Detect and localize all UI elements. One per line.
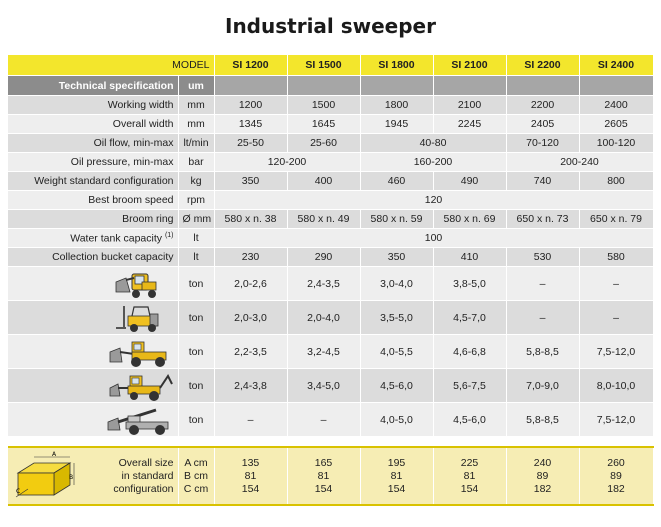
cell: 25-50 (214, 134, 287, 153)
cell: 3,0-4,0 (360, 267, 433, 301)
row-oil-pressure (8, 153, 653, 172)
cell: 5,8-8,5 (506, 335, 579, 369)
cell: 490 (433, 172, 506, 191)
tech-blank (506, 76, 579, 96)
row-unit: ton (178, 301, 214, 335)
cell: 1800 (360, 96, 433, 115)
cell: 4,5-6,0 (433, 403, 506, 437)
cell: 2605 (579, 115, 653, 134)
tech-blank (287, 76, 360, 96)
cell: 4,5-7,0 (433, 301, 506, 335)
cell: 580 x n. 49 (287, 210, 360, 229)
cell: 2245 (433, 115, 506, 134)
size-cell (214, 447, 287, 505)
dimension-box-icon (14, 451, 76, 501)
size-label-line: Overall size (118, 456, 174, 469)
water-tank-label: Water tank capacity (70, 232, 163, 245)
cell: 3,8-5,0 (433, 267, 506, 301)
cell: 120 (214, 191, 653, 210)
model-si1200: SI 1200 (214, 55, 287, 76)
cell: 100 (214, 229, 653, 248)
row-overall-size (8, 447, 653, 505)
row-forklift (8, 301, 653, 335)
cell: 800 (579, 172, 653, 191)
cell: 2,0-4,0 (287, 301, 360, 335)
size-cell (579, 447, 653, 505)
size-value: 165 (314, 456, 333, 469)
row-unit: rpm (178, 191, 214, 210)
size-value: 182 (607, 482, 625, 495)
cell: 160-200 (360, 153, 506, 172)
cell: 2100 (433, 96, 506, 115)
row-unit: Ø mm (178, 210, 214, 229)
size-value: 81 (463, 469, 476, 482)
row-backhoe-loader (8, 369, 653, 403)
cell: 1200 (214, 96, 287, 115)
cell: 650 x n. 73 (506, 210, 579, 229)
tech-spec-header-row (8, 76, 653, 96)
row-broom-ring (8, 210, 653, 229)
row-telehandler (8, 403, 653, 437)
size-cell (433, 447, 506, 505)
cell: 5,8-8,5 (506, 403, 579, 437)
size-cell (287, 447, 360, 505)
size-label-line: in standard (121, 469, 174, 482)
cell: 40-80 (360, 134, 506, 153)
cell: – (214, 403, 287, 437)
row-label: Best broom speed (8, 191, 178, 210)
row-unit: kg (178, 172, 214, 191)
row-unit: ton (178, 267, 214, 301)
row-water-tank (8, 229, 653, 248)
size-value: 154 (314, 482, 333, 495)
machine-cell (8, 267, 178, 301)
cell: 2,2-3,5 (214, 335, 287, 369)
cell: 2200 (506, 96, 579, 115)
size-value: 81 (390, 469, 403, 482)
forklift-icon (112, 302, 172, 334)
cell: 2400 (579, 96, 653, 115)
cell: 4,0-5,0 (360, 403, 433, 437)
size-value: 89 (610, 469, 622, 482)
cell: 230 (214, 248, 287, 267)
cell: 25-60 (287, 134, 360, 153)
row-wheel-loader (8, 335, 653, 369)
row-unit: ton (178, 335, 214, 369)
cell: 1345 (214, 115, 287, 134)
row-label: Broom ring (8, 210, 178, 229)
cell: 350 (360, 248, 433, 267)
telehandler-icon (106, 404, 176, 436)
cell: 200-240 (506, 153, 653, 172)
size-unit: A cm (184, 456, 208, 469)
page-title: Industrial sweeper (225, 14, 436, 38)
cell: 410 (433, 248, 506, 267)
cell: 460 (360, 172, 433, 191)
cell: 580 x n. 38 (214, 210, 287, 229)
box-letter-c: C (16, 488, 21, 495)
model-si2100: SI 2100 (433, 55, 506, 76)
cell: 70-120 (506, 134, 579, 153)
size-value: 182 (533, 482, 552, 495)
cell: 4,0-5,5 (360, 335, 433, 369)
size-value: 81 (317, 469, 330, 482)
row-broom-speed (8, 191, 653, 210)
row-label: Overall width (8, 115, 178, 134)
cell: 8,0-10,0 (579, 369, 653, 403)
row-overall-width (8, 115, 653, 134)
tech-blank (433, 76, 506, 96)
row-unit: ton (178, 403, 214, 437)
row-unit: lt/min (178, 134, 214, 153)
size-label-cell (8, 447, 178, 505)
row-unit: lt (178, 229, 214, 248)
row-working-width (8, 96, 653, 115)
cell: 5,6-7,5 (433, 369, 506, 403)
size-value: 135 (241, 456, 260, 469)
cell: 3,4-5,0 (287, 369, 360, 403)
backhoe-loader-icon (108, 370, 174, 402)
cell: 120-200 (214, 153, 360, 172)
box-letter-a: A (52, 451, 57, 458)
cell: 2405 (506, 115, 579, 134)
size-value: 240 (533, 456, 552, 469)
cell: 2,0-3,0 (214, 301, 287, 335)
model-si2400: SI 2400 (579, 55, 653, 76)
cell: 3,5-5,0 (360, 301, 433, 335)
row-weight (8, 172, 653, 191)
size-value: 89 (536, 469, 549, 482)
size-value: 154 (387, 482, 406, 495)
tech-spec-label: Technical specification (8, 76, 178, 96)
cell: 2,4-3,5 (287, 267, 360, 301)
machine-cell (8, 403, 178, 437)
size-value: 225 (460, 456, 479, 469)
model-si1500: SI 1500 (287, 55, 360, 76)
cell: 2,4-3,8 (214, 369, 287, 403)
cell: – (506, 301, 579, 335)
footnote-marker: (1) (164, 231, 174, 239)
size-value: 195 (387, 456, 406, 469)
cell: 1945 (360, 115, 433, 134)
cell: 3,2-4,5 (287, 335, 360, 369)
model-si2200: SI 2200 (506, 55, 579, 76)
row-unit: mm (178, 96, 214, 115)
size-value: 260 (607, 456, 625, 469)
size-unit: C cm (183, 482, 209, 495)
skid-steer-loader-icon (112, 268, 172, 300)
cell: 7,5-12,0 (579, 335, 653, 369)
tech-blank (360, 76, 433, 96)
row-label: Oil pressure, min-max (8, 153, 178, 172)
row-unit: ton (178, 369, 214, 403)
cell: – (506, 267, 579, 301)
size-value: 154 (460, 482, 479, 495)
row-collection-bucket (8, 248, 653, 267)
row-unit: mm (178, 115, 214, 134)
row-label: Working width (8, 96, 178, 115)
um-label: um (178, 76, 214, 96)
cell: 100-120 (579, 134, 653, 153)
size-value: 154 (241, 482, 260, 495)
row-label: Weight standard configuration (8, 172, 178, 191)
row-oil-flow (8, 134, 653, 153)
row-unit: lt (178, 248, 214, 267)
cell: 4,6-6,8 (433, 335, 506, 369)
cell: 650 x n. 79 (579, 210, 653, 229)
cell: 400 (287, 172, 360, 191)
cell: 530 (506, 248, 579, 267)
cell: 4,5-6,0 (360, 369, 433, 403)
size-cell (506, 447, 579, 505)
size-label-line: configuration (113, 482, 174, 495)
box-letter-b: B (69, 474, 74, 481)
tech-blank (579, 76, 653, 96)
cell: 290 (287, 248, 360, 267)
table-gap (8, 437, 653, 448)
cell: 350 (214, 172, 287, 191)
tech-blank (214, 76, 287, 96)
model-si1800: SI 1800 (360, 55, 433, 76)
wheel-loader-icon (108, 336, 174, 368)
cell: – (287, 403, 360, 437)
row-unit: bar (178, 153, 214, 172)
cell: 7,5-12,0 (579, 403, 653, 437)
row-label: Oil flow, min-max (8, 134, 178, 153)
row-label: Collection bucket capacity (8, 248, 178, 267)
model-header-row (8, 55, 653, 76)
model-label: MODEL (8, 55, 214, 76)
machine-cell (8, 301, 178, 335)
size-value: 81 (244, 469, 257, 482)
machine-cell (8, 369, 178, 403)
cell: 7,0-9,0 (506, 369, 579, 403)
size-unit-cell (178, 447, 214, 505)
size-cell (360, 447, 433, 505)
cell: 1500 (287, 96, 360, 115)
cell: – (579, 267, 653, 301)
row-skid-steer-loader (8, 267, 653, 301)
machine-cell (8, 335, 178, 369)
cell: 1645 (287, 115, 360, 134)
spec-table (8, 55, 654, 506)
cell: 580 (579, 248, 653, 267)
cell: 580 x n. 59 (360, 210, 433, 229)
cell: 580 x n. 69 (433, 210, 506, 229)
size-unit: B cm (184, 469, 208, 482)
cell: – (579, 301, 653, 335)
cell: 740 (506, 172, 579, 191)
cell: 2,0-2,6 (214, 267, 287, 301)
row-label (8, 229, 178, 248)
